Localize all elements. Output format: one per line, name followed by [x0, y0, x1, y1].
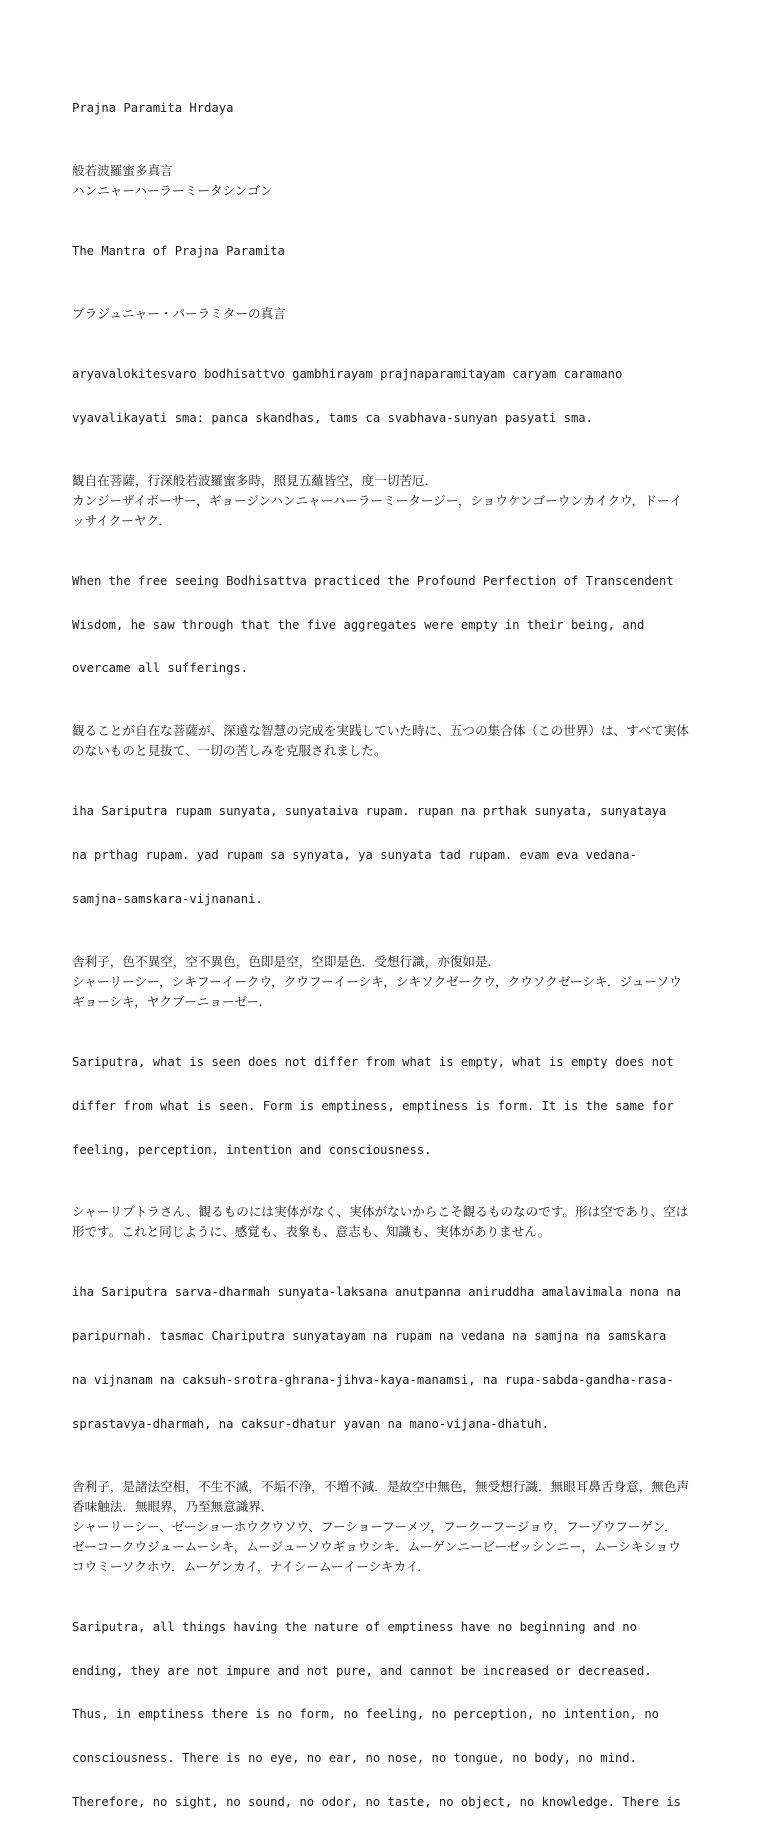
text-line: 舎利子，色不異空，空不異色，色即是空，空即是色．受想行識，亦復如是． [72, 953, 501, 969]
subtitle-japanese [72, 304, 702, 324]
text-line: コウミーソクホウ．ムーゲンカイ，ナイシームーイーシキカイ． [72, 1558, 430, 1574]
text-line: consciousness. There is no eye, no ear, no nose, no tongue, no body, no mind. [72, 1751, 637, 1766]
text-line: ゼーコークウジュームーシキ，ムージューソウギョウシキ．ムーゲンニービーゼッシンニー，ムーシキショウ [72, 1538, 681, 1554]
text-line: 舎利子，是諸法空相，不生不滅，不垢不浄，不増不減．是故空中無色，無受想行識．無眼耳鼻舌身意，無色声 [72, 1478, 690, 1494]
text-line: ッサイクーヤク． [72, 512, 172, 528]
english-paragraph [72, 1026, 702, 1187]
text-line: ending, they are not impure and not pure, and cannot be increased or decreased. [72, 1663, 652, 1678]
kanji-kana-paragraph [72, 952, 702, 1012]
text-line: aryavalokitesvaro bodhisattvo gambhirayam prajnaparamitayam caryam caramano [72, 367, 623, 382]
kanji-kana-paragraph [72, 471, 702, 531]
text-line: 観ることが自在な菩薩が、深遠な智慧の完成を実践していた時に、五つの集合体（この世界）は、すべて実体 [72, 723, 689, 739]
sanskrit-paragraph [72, 775, 702, 936]
text-line: paripurnah. tasmac Chariputra sunyatayam na rupam na vedana na samjna na samskara [72, 1329, 667, 1344]
text-line: When the free seeing Bodhisattva practiced the Profound Perfection of Transcendent [72, 573, 674, 588]
text-line: samjna-samskara-vijnanani. [72, 891, 263, 906]
english-paragraph [72, 545, 702, 706]
text-line: Prajna Paramita Hrdaya [72, 101, 234, 116]
text-line: 香味触法．無眼界，乃至無意識界． [72, 1498, 274, 1514]
text-line: シャーリーシー，シキフーイークウ，クウフーイーシキ，シキソクゼークウ，クウソクゼーシキ．ジューソウ [72, 973, 682, 989]
text-line: feeling, perception, intention and consciousness. [72, 1142, 432, 1157]
text-line: overcame all sufferings. [72, 661, 249, 676]
text-line: na prthag rupam. yad rupam sa synyata, ya sunyata tad rupam. evam eva vedana- [72, 848, 637, 863]
text-line: differ from what is seen. Form is emptiness, emptiness is form. It is the same for [72, 1098, 674, 1113]
english-paragraph [72, 1591, 702, 1839]
text-line: ギョーシキ，ヤクブーニョーゼー． [72, 993, 272, 1009]
document-title [72, 72, 702, 145]
text-line: The Mantra of Prajna Paramita [72, 244, 285, 259]
text-line: vyavalikayati sma: panca skandhas, tams ca svabhava-sunyan pasyati sma. [72, 410, 593, 425]
text-line: シャーリーシー、ゼーショーホウクウソウ、フーショーフーメツ，フークーフージョウ，フーゾウフーゲン． [72, 1518, 677, 1534]
sanskrit-paragraph [72, 1256, 702, 1460]
text-line: のないものと見抜て、一切の苦しみを克服されました。 [72, 743, 387, 759]
text-line: プラジュニャー・パーラミターの真言 [72, 305, 286, 321]
japanese-paragraph [72, 1202, 702, 1242]
text-line: Sariputra, what is seen does not differ from what is empty, what is empty does not [72, 1054, 674, 1069]
japanese-paragraph [72, 721, 702, 761]
text-line: Thus, in emptiness there is no form, no feeling, no perception, no intention, no [72, 1707, 659, 1722]
text-line: カンジーザイボーサー，ギョージンハンニャーハーラーミータージー，ショウケンゴーウンカイクウ，ドーイ [72, 492, 683, 508]
text-line: Wisdom, he saw through that the five aggregates were empty in their being, and [72, 617, 645, 632]
text-line: 形です。これと同じように、感覚も、表象も、意志も、知識も、実体がありません。 [72, 1224, 551, 1240]
sanskrit-paragraph [72, 338, 702, 455]
title-japanese [72, 161, 702, 201]
title-kana: ハンニャーハーラーミータシンゴン [72, 182, 273, 198]
text-line: シャーリプトラさん、観るものには実体がなく、実体がないからこそ観るものなのです。形は空であり、空は [72, 1204, 689, 1220]
text-line: iha Sariputra sarva-dharmah sunyata-laksana anutpanna aniruddha amalavimala nona na [72, 1285, 682, 1300]
title-kanji: 般若波羅蜜多真言 [72, 162, 173, 178]
kanji-kana-paragraph [72, 1477, 702, 1577]
subtitle-english [72, 215, 702, 288]
document-page [72, 72, 702, 1839]
text-line: iha Sariputra rupam sunyata, sunyataiva rupam. rupan na prthak sunyata, sunyataya [72, 804, 667, 819]
text-line: na vijnanam na caksuh-srotra-ghrana-jihva-kaya-manamsi, na rupa-sabda-gandha-rasa- [72, 1373, 674, 1388]
text-line: Therefore, no sight, no sound, no odor, no taste, no object, no knowledge. There is [72, 1794, 682, 1809]
text-line: sprastavya-dharmah, na caksur-dhatur yavan na mano-vijana-dhatuh. [72, 1416, 549, 1431]
text-line: 観自在菩薩，行深般若波羅蜜多時，照見五蘊皆空，度一切苦厄． [72, 472, 438, 488]
text-line: Sariputra, all things having the nature of emptiness have no beginning and no [72, 1619, 637, 1634]
